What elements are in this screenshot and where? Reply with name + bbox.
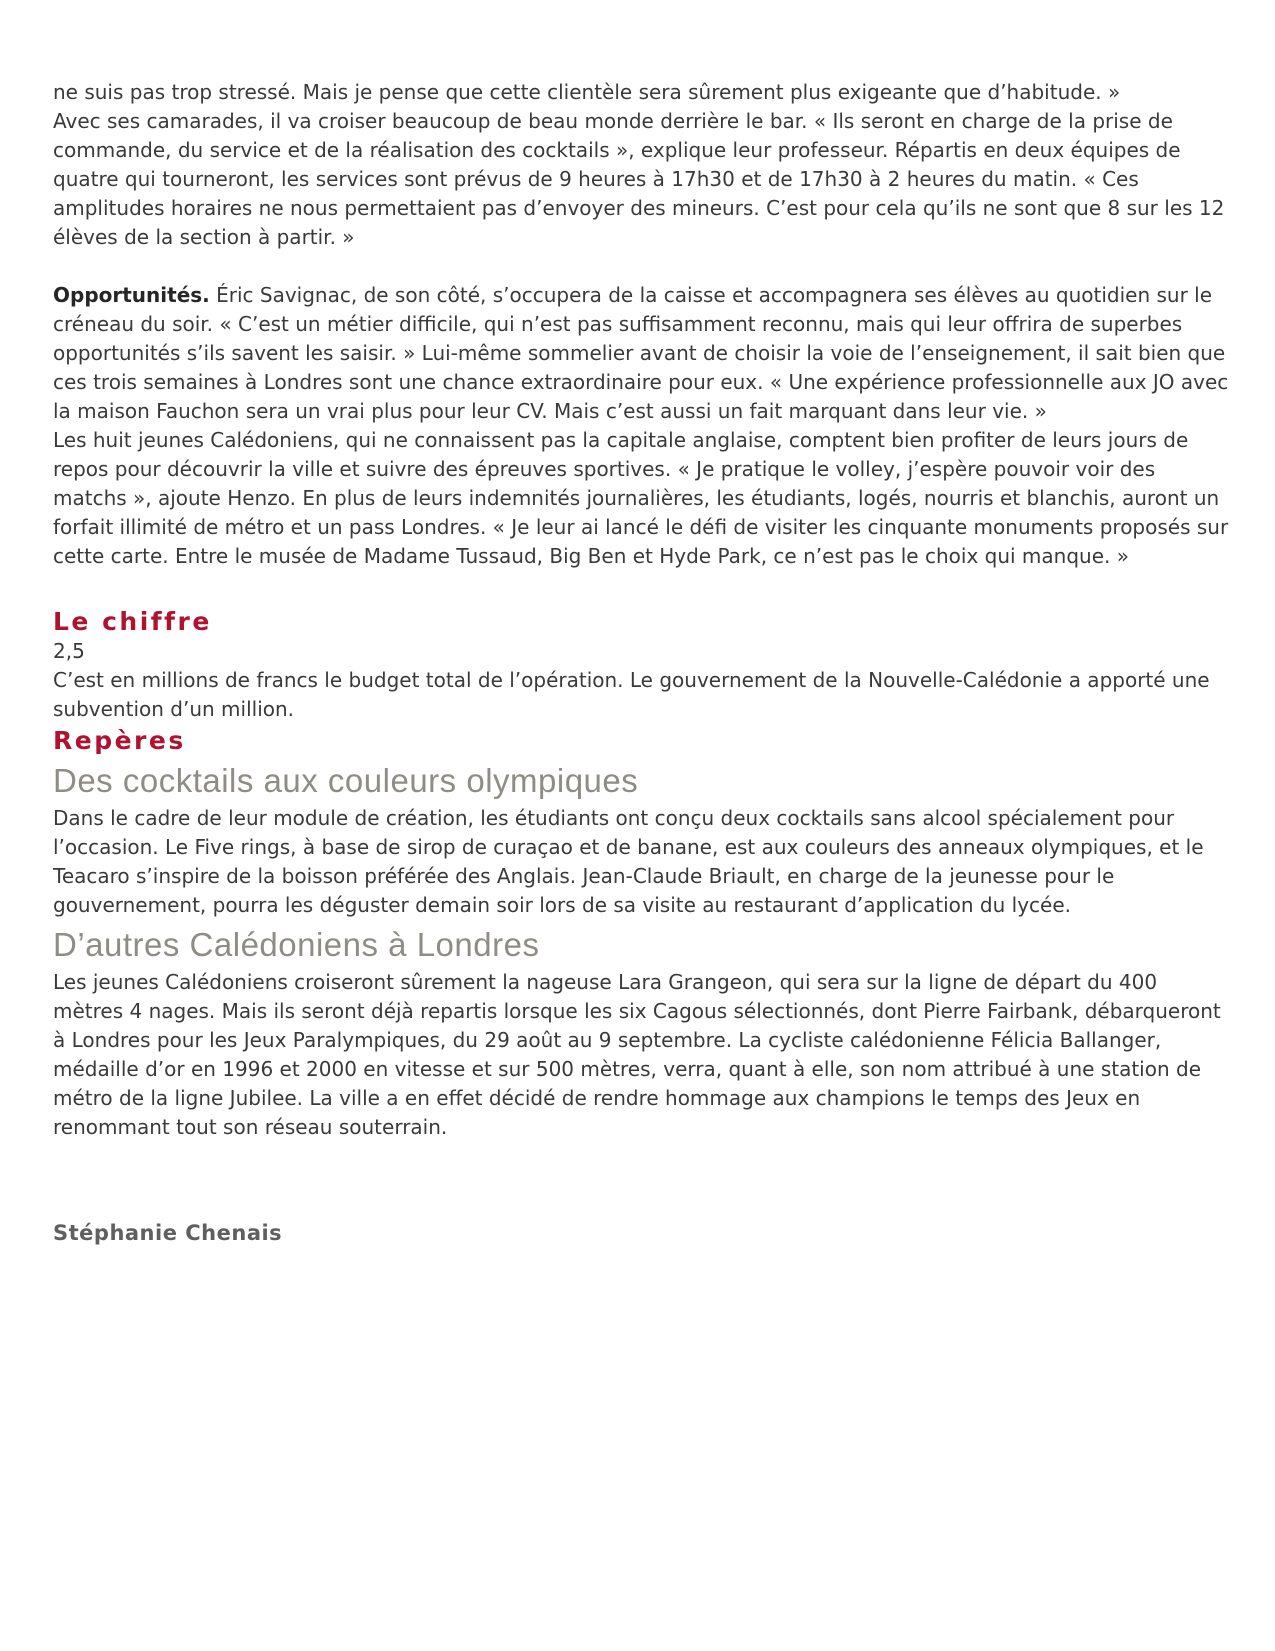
chiffre-number: 2,5 xyxy=(53,639,85,663)
section-text-cocktails: Dans le cadre de leur module de création, les étudiants ont conçu deux cocktails sans alcool spécialement pour l’occasion. Le Five rings, à base de sirop de curaçao et de banane, est aux couleurs des anneaux olympiques, et le Teacaro s’inspire de la boisson préférée des Anglais. Jean-Claude Briault, en charge de la jeunesse pour le gouvernement, pourra les déguster demain soir lors de sa visite au restaurant d’application du lycée. xyxy=(53,806,1204,917)
reperes-heading: Repères xyxy=(53,726,186,755)
paragraph-camarades: Avec ses camarades, il va croiser beaucoup de beau monde derrière le bar. « Ils seront en charge de la prise de commande, du service et de la réalisation des cocktails », explique leur professeur. Répartis en deux équipes de quatre qui tourneront, les services sont prévus de 9 heures à 17h30 et de 17h30 à 2 heures du matin. « Ces amplitudes horaires ne nous permettaient pas d’envoyer des mineurs. C’est pour cela qu’ils ne sont que 8 sur les 12 élèves de la section à partir. » xyxy=(53,109,1225,249)
paragraph-opportunites-lead: Opportunités. xyxy=(53,283,210,307)
chiffre-text: C’est en millions de francs le budget total de l’opération. Le gouvernement de la Nouvelle-Calédonie a apporté une subvention d’un million. xyxy=(53,668,1210,721)
author-byline: Stéphanie Chenais xyxy=(53,1221,283,1245)
section-title-caledoniens: D’autres Calédoniens à Londres xyxy=(53,926,540,963)
le-chiffre-heading: Le chiffre xyxy=(53,607,212,636)
paragraph-continuation: ne suis pas trop stressé. Mais je pense que cette clientèle sera sûrement plus exigeante que d’habitude. » xyxy=(53,80,1121,104)
paragraph-opportunites xyxy=(53,281,1230,426)
paragraph-decouverte: Les huit jeunes Calédoniens, qui ne connaissent pas la capitale anglaise, comptent bien profiter de leurs jours de repos pour découvrir la ville et suivre des épreuves sportives. « Je pratique le volley, j’espère pouvoir voir des matchs », ajoute Henzo. En plus de leurs indemnités journalières, les étudiants, logés, nourris et blanchis, auront un forfait illimité de métro et un pass Londres. « Je leur ai lancé le défi de visiter les cinquante monuments proposés sur cette carte. Entre le musée de Madame Tussaud, Big Ben et Hyde Park, ce n’est pas le choix qui manque. » xyxy=(53,428,1229,568)
section-text-caledoniens: Les jeunes Calédoniens croiseront sûrement la nageuse Lara Grangeon, qui sera sur la ligne de départ du 400 mètres 4 nages. Mais ils seront déjà repartis lorsque les six Cagous sélectionnés, dont Pierre Fairbank, débarqueront à Londres pour les Jeux Paralympiques, du 29 août au 9 septembre. La cycliste calédonienne Félicia Ballanger, médaille d’or en 1996 et 2000 en vitesse et sur 500 mètres, verra, quant à elle, son nom attribué à une station de métro de la ligne Jubilee. La ville a en effet décidé de rendre hommage aux champions le temps des Jeux en renommant tout son réseau souterrain. xyxy=(53,970,1221,1139)
section-title-cocktails: Des cocktails aux couleurs olympiques xyxy=(53,762,639,799)
paragraph-opportunites-body: Éric Savignac, de son côté, s’occupera de la caisse et accompagnera ses élèves au quotidien sur le créneau du soir. « C’est un métier difficile, qui n’est pas suffisamment reconnu, mais qui leur offrira de superbes opportunités s’ils savent les saisir. » Lui-même sommelier avant de choisir la voie de l’enseignement, il sait bien que ces trois semaines à Londres sont une chance extraordinaire pour eux. « Une expérience professionnelle aux JO avec la maison Fauchon sera un vrai plus pour leur CV. Mais c’est aussi un fait marquant dans leur vie. » xyxy=(53,283,1229,423)
